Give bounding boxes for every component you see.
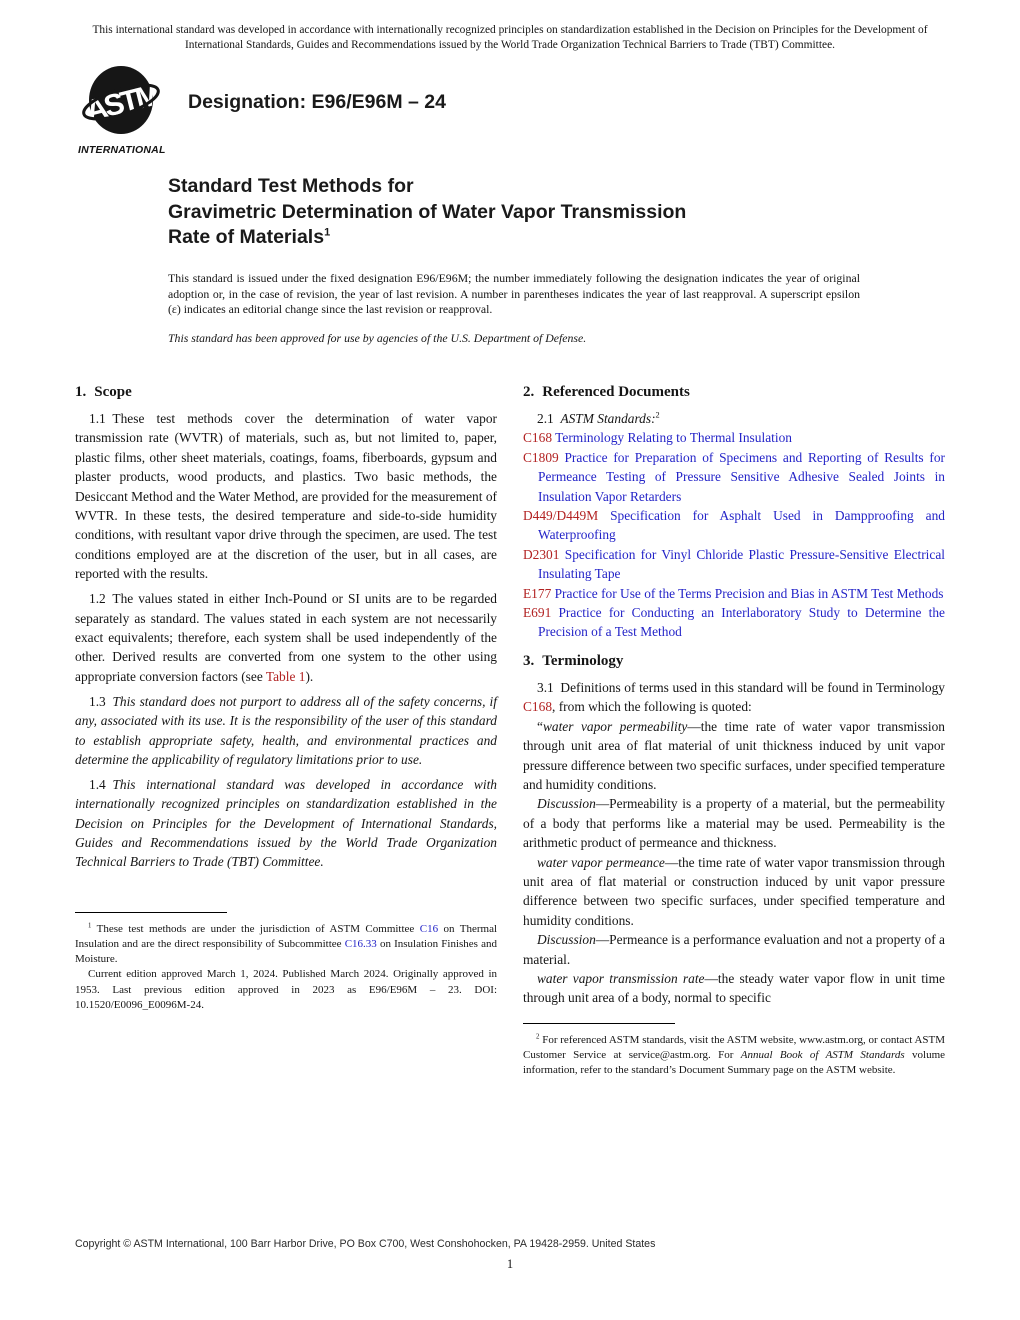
definition-water-vapor-permeability: “water vapor permeability—the time rate of water vapor transmission through unit area of flat material of unit thickness induced by unit vapor pressure difference between two specific surfaces, under specified temperature and humidity conditions.: [523, 718, 945, 792]
astm-logo: [78, 62, 164, 156]
reference-item: [523, 428, 945, 447]
footnote-separator: [75, 912, 227, 913]
section-number: 2.: [523, 384, 535, 400]
title-line: Standard Test Methods for: [168, 175, 414, 197]
reference-item: [523, 584, 945, 603]
section-number: 3.: [523, 652, 535, 669]
designation: Designation: E96/E96M – 24: [188, 90, 446, 113]
link[interactable]: D449/D449M: [523, 508, 599, 524]
link[interactable]: C168: [523, 699, 553, 715]
title-line: Gravimetric Determination of Water Vapor Transmission: [168, 200, 687, 223]
section-title: Terminology: [542, 652, 624, 669]
reference-item: [523, 603, 945, 642]
footnote-2: $^2$ For referenced ASTM standards, visit the ASTM website, www.astm.org, or contact ASTM Customer Service at service@astm.org. For Annual Book of ASTM Standards volume information, refer to the standard’s Document Summary page on the ASTM website.: [523, 1033, 946, 1077]
para-1-1: 1.1 These test methods cover the determination of water vapor transmission rate (WVTR) of materials, such as, but not limited to, paper, plastic films, other sheet materials, coatings, foams, fiberboards, gypsum and plaster products, wood products, and plastics. Two basic methods, the Desiccant Method and the Water Method, are provided for the measurement of WVTR. In these tests, the desired temperature and side-to-side humidity conditions, with resultant vapor drive through the specimen, are used. The test conditions employed are at the discretion of the user, but in all cases, are reported with the results.: [75, 411, 497, 582]
link[interactable]: Practice for Preparation of Specimens and Reporting of Results for Permeance Testing of Pressure Sensitive Adhesive Sealed Joints in Insulation Vapor Retarders: [538, 449, 945, 504]
section-title: Scope: [94, 384, 132, 400]
para-1-3: 1.3 This standard does not purport to address all of the safety concerns, if any, associated with its use. It is the responsibility of the user of this standard to establish appropriate safety, health, and environmental practices and determine the applicability of regulatory limitations prior to use.: [75, 693, 497, 767]
para-1-4: 1.4 This international standard was developed in accordance with internationally recognized principles on standardization established in the Decision on Principles for the Development of International Standards, Guides and Recommendations issued by the World Trade Organization Technical Barriers to Trade (TBT) Committee.: [75, 776, 497, 870]
link[interactable]: Terminology Relating to Thermal Insulation: [552, 430, 792, 446]
title-line: Rate of Materials$^1$: [168, 226, 331, 248]
document-header: [78, 62, 446, 156]
footnote-separator: [523, 1023, 675, 1024]
logo-international-label: INTERNATIONAL: [78, 144, 166, 156]
issue-note: This standard is issued under the fixed designation E96/E96M; the number immediately following the designation indicates the year of original adoption or, in the case of revision, the year of last revision. A number in parentheses indicates the year of last reapproval. A superscript epsilon (ε) indicates an editorial change since the last revision or reapproval.: [168, 271, 860, 317]
section-scope-heading: [75, 384, 497, 401]
discussion-permeance: Discussion—Permeance is a performance evaluation and not a property of a material.: [523, 932, 945, 967]
link[interactable]: Practice for Conducting an Interlaboratory Study to Determine the Precision of a Test Method: [538, 605, 945, 640]
link[interactable]: Practice for Use of the Terms Precision and Bias in ASTM Test Methods: [551, 585, 944, 601]
copyright-line: Copyright © ASTM International, 100 Barr Harbor Drive, PO Box C700, West Conshohocken, PA 19428-2959. United States: [75, 1238, 656, 1250]
section-terminology-heading: [523, 653, 945, 670]
link[interactable]: Specification for Vinyl Chloride Plastic Pressure-Sensitive Electrical Insulating Tape: [538, 546, 945, 582]
body-columns: [75, 384, 945, 1078]
page-number: 1: [506, 1257, 514, 1271]
left-column: [75, 384, 497, 1078]
link[interactable]: C16.33: [344, 938, 377, 951]
reference-list: [523, 428, 945, 641]
para-1-2: 1.2 The values stated in either Inch-Pound or SI units are to be regarded separately as standard. The values stated in each system are not necessarily exact equivalents; therefore, each system shall be used independently of the other. Derived results are converted from one system to the other using appropriate conversion factors (see Table 1).: [75, 591, 497, 684]
link[interactable]: C1809: [523, 449, 559, 465]
para-2-1: 2.1 ASTM Standards:$^2$: [537, 410, 660, 426]
right-column: [523, 384, 945, 1078]
discussion-permeability: Discussion—Permeability is a property of a material, but the permeability of a body that performs like a material may be used. Permeability is the arithmetic product of permeance and thickness.: [523, 796, 945, 851]
link[interactable]: Table 1: [265, 668, 306, 684]
link[interactable]: C168: [523, 430, 553, 446]
section-referenced-heading: [523, 384, 945, 401]
footnote-1: $^1$ These test methods are under the jurisdiction of ASTM Committee C16 on Thermal Insulation and are the direct responsibility of Subcommittee C16.33 on Insulation Finishes and Moisture.: [75, 922, 498, 966]
reference-item: [523, 506, 945, 545]
link[interactable]: Specification for Asphalt Used in Dampproofing and Waterproofing: [538, 508, 945, 543]
reference-item: [523, 545, 945, 584]
link[interactable]: E177: [523, 585, 552, 601]
section-number: 1.: [75, 384, 87, 400]
document-title: [168, 174, 868, 251]
definition-water-vapor-transmission-rate: water vapor transmission rate—the steady water vapor flow in unit time through unit area of a body, normal to specific: [523, 970, 946, 1006]
wto-notice: This international standard was developed in accordance with internationally recognized principles on standardization established in the Decision on Principles for the Development of International Standards, Guides and Recommendations issued by the World Trade Organization Technical Barriers to Trade (TBT) Committee.: [92, 24, 928, 52]
reference-item: [523, 448, 945, 506]
section-title: Referenced Documents: [542, 384, 690, 400]
link[interactable]: E691: [523, 605, 552, 621]
dod-approval-note: This standard has been approved for use by agencies of the U.S. Department of Defense.: [168, 331, 587, 345]
footnote-1-edition: Current edition approved March 1, 2024. Published March 2024. Originally approved in 1953. Last previous edition approved in 2023 as E96/E96M – 23. DOI: 10.1520/E0096_E0096M-24.: [75, 968, 497, 1011]
link[interactable]: C16: [419, 922, 439, 935]
para-3-1: 3.1 Definitions of terms used in this standard will be found in Terminology C168, from which the following is quoted:: [523, 679, 945, 715]
link[interactable]: D2301: [523, 546, 560, 562]
definition-water-vapor-permeance: water vapor permeance—the time rate of water vapor transmission through unit area of flat material or construction induced by unit vapor pressure difference between two specific surfaces, under specified temperature and humidity conditions.: [523, 854, 945, 928]
svg-text:ASTM: ASTM: [82, 78, 161, 129]
